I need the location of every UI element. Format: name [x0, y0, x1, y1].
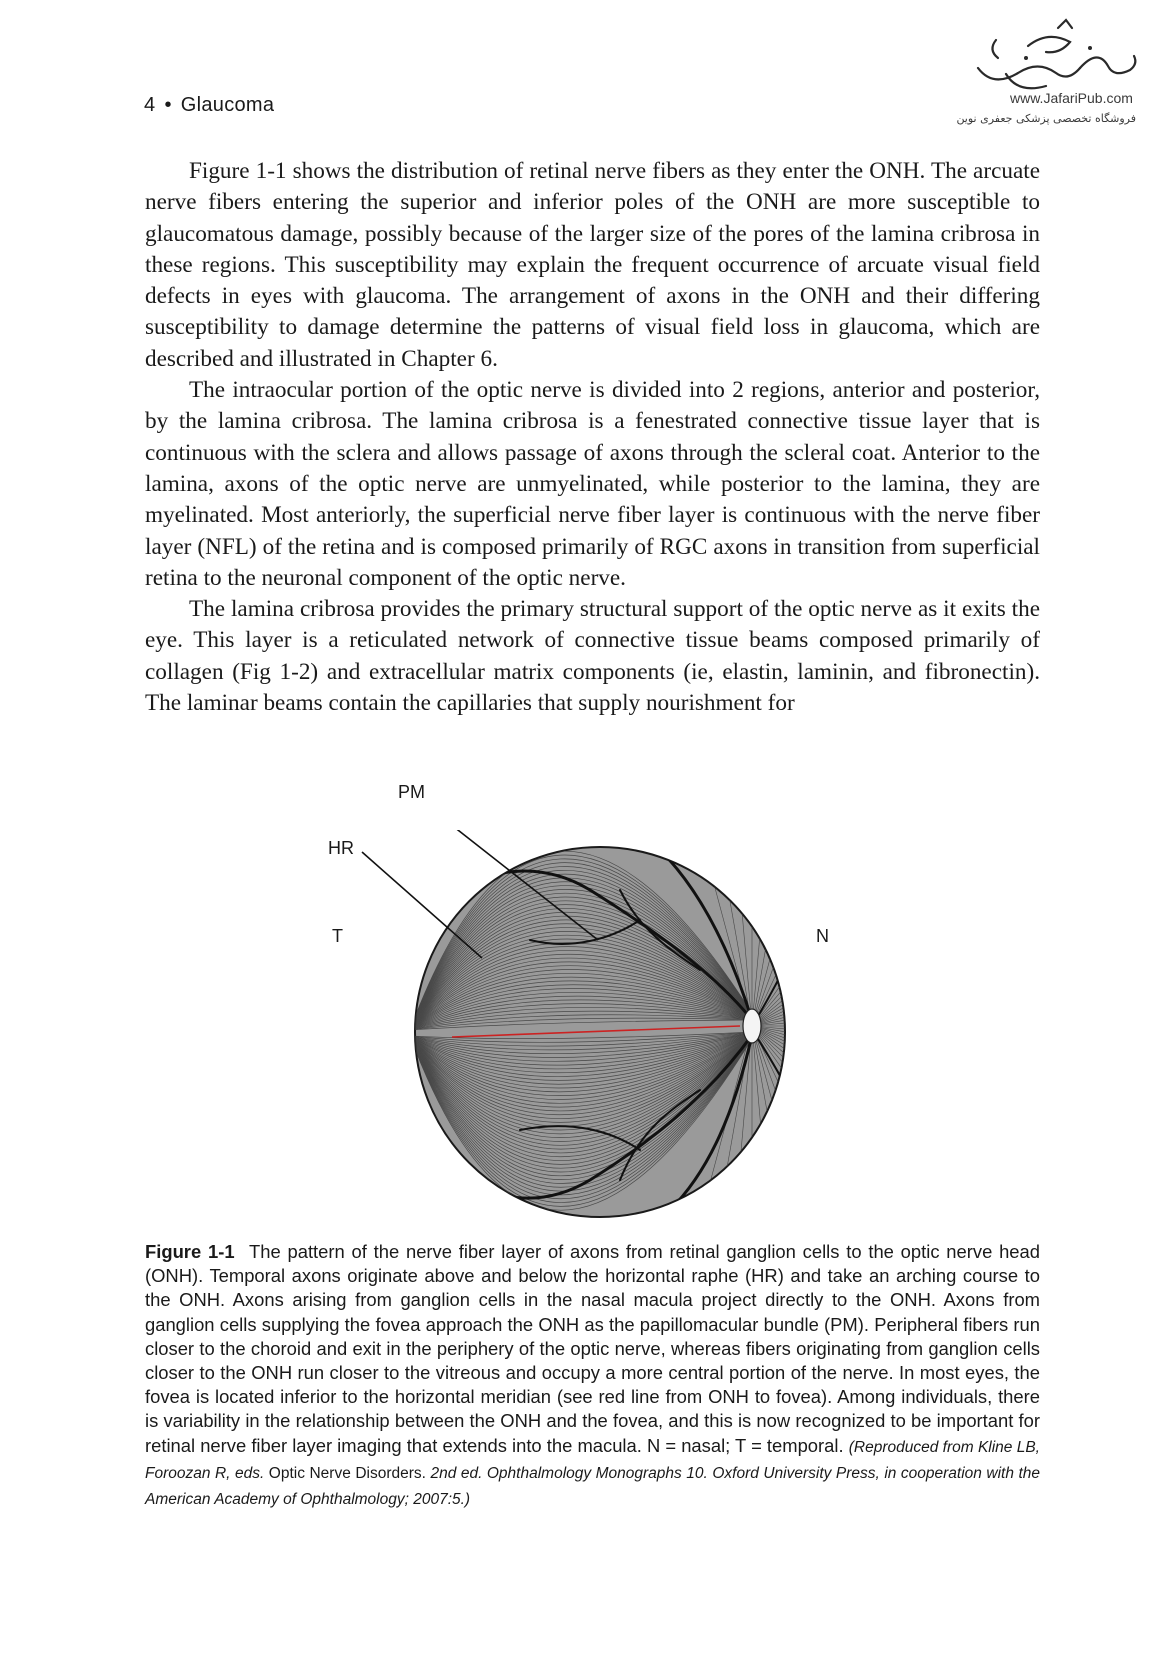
publisher-tagline: فروشگاه تخصصی پزشکی جعفری نوین — [956, 112, 1136, 125]
credit-book-title: Optic Nerve Disorders. — [268, 1464, 426, 1482]
label-pm: PM — [398, 782, 425, 802]
credit-prefix: (Reproduced from Kline LB, Foroozan R, eds. — [145, 1438, 1040, 1482]
figure-caption — [145, 1240, 1040, 1512]
figure-1-1 — [328, 782, 860, 1230]
page-number: 4 — [144, 94, 156, 116]
retina-fiber-illustration — [340, 830, 860, 1230]
hr-leader-line — [362, 852, 482, 958]
header-bullet: • — [164, 94, 172, 116]
caption-figure-number: Figure 1-1 — [145, 1241, 235, 1262]
publisher-url: www.JafariPub.com — [1010, 90, 1133, 106]
credit-suffix: 2nd ed. Ophthalmology Monographs 10. Oxford University Press, in cooperation with the American Academy of Ophthalmology; 2007:5.) — [145, 1464, 1041, 1509]
body-text — [145, 156, 1040, 719]
running-head — [144, 94, 274, 117]
label-hr: HR — [328, 838, 354, 858]
body-paragraph-1: Figure 1-1 shows the distribution of retinal nerve fibers as they enter the ONH. The arcuate nerve fibers entering the superior and inferior poles of the ONH are more susceptible to glaucomatous damage, possibly because of the larger size of the pores of the lamina cribrosa in these regions. This susceptibility may explain the frequent occurrence of arcuate visual field defects in eyes with glaucoma. The arrangement of axons in the ONH and their differing susceptibility to damage determine the patterns of visual field loss in glaucoma, which are described and illustrated in Chapter 6. — [145, 158, 1040, 372]
body-paragraph-2: The intraocular portion of the optic nerve is divided into 2 regions, anterior and posterior, by the lamina cribrosa. The lamina cribrosa is a fenestrated connective tissue layer that is continuous with the sclera and allows passage of axons through the scleral coat. Anterior to the lamina, axons of the optic nerve are unmyelinated, while posterior to the lamina, they are myelinated. Most anteriorly, the superficial nerve fiber layer is continuous with the nerve fiber layer (NFL) of the retina and is composed primarily of RGC axons in transition from superficial retina to the neuronal component of the optic nerve. — [145, 377, 1040, 591]
label-t: T — [332, 926, 343, 946]
label-n: N — [816, 926, 829, 946]
caption-text: The pattern of the nerve fiber layer of axons from retinal ganglion cells to the optic nerve head (ONH). Temporal axons originate above and below the horizontal raphe (HR) and take an arching course to the ONH. Axons arising from ganglion cells in the nasal macula project directly to the ONH. Axons from ganglion cells supplying the fovea approach the ONH as the papillomacular bundle (PM). Peripheral fibers run closer to the choroid and exit in the periphery of the optic nerve, whereas fibers originating from ganglion cells closer to the ONH run closer to the vitreous and occupy a more central portion of the nerve. In most eyes, the fovea is located inferior to the horizontal meridian (see red line from ONH to fovea). Among individuals, there is variability in the relationship between the ONH and the fovea, and this is now recognized to be important for retinal nerve fiber layer imaging that extends into the macula. N = nasal; T = temporal. — [145, 1241, 1040, 1456]
body-paragraph-3: The lamina cribrosa provides the primary structural support of the optic nerve as it exits the eye. This layer is a reticulated network of connective tissue beams composed primarily of collagen (Fig 1-2) and extracellular matrix components (ie, elastin, laminin, and fibronectin). The laminar beams contain the capillaries that supply nourishment for — [145, 596, 1040, 717]
running-title: Glaucoma — [180, 94, 275, 116]
optic-nerve-head — [743, 1009, 761, 1043]
